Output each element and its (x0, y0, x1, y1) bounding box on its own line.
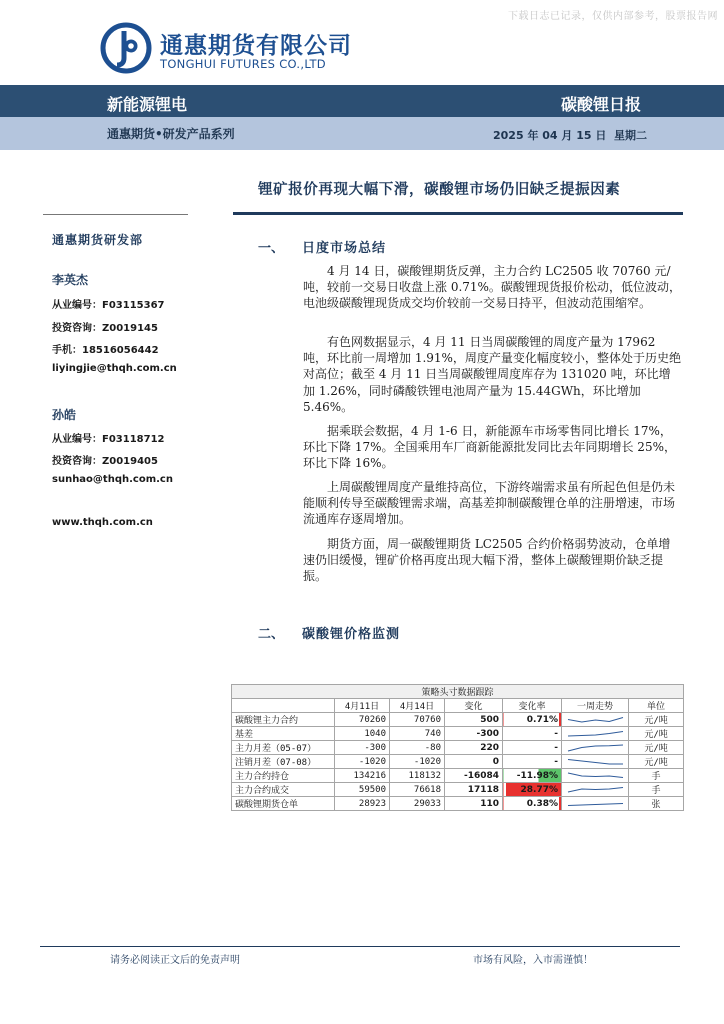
value-apr11: -1020 (335, 755, 390, 769)
research-dept: 通惠期货研发部 (52, 233, 144, 247)
row-label: 碳酸锂期货仓单 (232, 797, 335, 811)
section-title: 碳酸锂价格监测 (302, 627, 401, 642)
analyst-consult-id: 投资咨询：Z0019405 (52, 456, 158, 467)
change-rate: 28.77% (503, 783, 562, 797)
sparkline-chart (562, 728, 629, 740)
value-apr14: -1020 (390, 755, 445, 769)
unit-cell: 元/吨 (629, 713, 684, 727)
value-apr14: 70760 (390, 713, 445, 727)
table-row (232, 755, 684, 769)
analyst-license: 从业编号：F03118712 (52, 434, 165, 445)
analyst-email[interactable]: sunhao@thqh.com.cn (52, 474, 173, 485)
table-header-cell: 单位 (629, 699, 684, 713)
row-label: 注销月差（07-08） (232, 755, 335, 769)
sparkline-line (568, 787, 623, 792)
sparkline-chart (562, 784, 629, 796)
table-header-cell: 变化 (445, 699, 503, 713)
analyst-name: 孙皓 (52, 408, 77, 422)
table-row (232, 727, 684, 741)
value-apr14: 29033 (390, 797, 445, 811)
table-row (232, 797, 684, 811)
section-number: 二、 (258, 627, 285, 642)
sparkline-line (568, 717, 623, 722)
sparkline-line (568, 759, 623, 764)
unit-cell: 手 (629, 783, 684, 797)
table-header-cell: 4月14日 (390, 699, 445, 713)
change-value: 17118 (445, 783, 503, 797)
trend-sparkline (562, 783, 629, 797)
row-label: 主力月差（05-07） (232, 741, 335, 755)
value-apr14: 740 (390, 727, 445, 741)
disclaimer-note[interactable]: 请务必阅读正文后的免责声明 (110, 955, 240, 966)
analyst-phone: 手机：18516056442 (52, 345, 159, 356)
sparkline-chart (562, 714, 629, 726)
analyst-consult-id: 投资咨询：Z0019145 (52, 323, 158, 334)
body-paragraph: 据乘联会数据，4 月 1-6 日，新能源车市场零售同比增长 17%，环比下降 17%。全国乘用车厂商新能源批发同比去年同期增长 25%，环比下降 16%。 (303, 424, 676, 471)
change-value: 110 (445, 797, 503, 811)
trend-sparkline (562, 797, 629, 811)
sidebar-rule (43, 214, 188, 215)
value-apr11: -300 (335, 741, 390, 755)
analyst-name: 李英杰 (52, 273, 89, 287)
table-header-cell (232, 699, 335, 713)
trend-sparkline (562, 769, 629, 783)
change-value: 0 (445, 755, 503, 769)
row-label: 主力合约持仓 (232, 769, 335, 783)
trend-sparkline (562, 713, 629, 727)
report-headline: 锂矿报价再现大幅下滑，碳酸锂市场仍旧缺乏提振因素 (258, 182, 621, 198)
table-header-row (232, 699, 684, 713)
company-logo-icon (100, 22, 152, 74)
value-apr11: 28923 (335, 797, 390, 811)
change-value: -16084 (445, 769, 503, 783)
unit-cell: 元/吨 (629, 755, 684, 769)
value-apr11: 70260 (335, 713, 390, 727)
change-rate: - (503, 741, 562, 755)
report-series: 通惠期货•研发产品系列 (107, 127, 235, 141)
row-label: 碳酸锂主力合约 (232, 713, 335, 727)
change-rate: - (503, 727, 562, 741)
section-number: 一、 (258, 241, 285, 256)
row-label: 主力合约成交 (232, 783, 335, 797)
change-rate: -11.98% (503, 769, 562, 783)
change-value: 500 (445, 713, 503, 727)
trend-sparkline (562, 741, 629, 755)
value-apr14: -80 (390, 741, 445, 755)
trend-sparkline (562, 755, 629, 769)
change-rate: - (503, 755, 562, 769)
report-date: 2025 年 04 月 15 日 (493, 129, 607, 142)
sparkline-chart (562, 798, 629, 810)
value-apr11: 59500 (335, 783, 390, 797)
table-header-cell: 一周走势 (562, 699, 629, 713)
sparkline-chart (562, 756, 629, 768)
footer-rule (40, 946, 680, 947)
value-apr11: 134216 (335, 769, 390, 783)
sparkline-line (568, 773, 623, 778)
analyst-email[interactable]: liyingjie@thqh.com.cn (52, 363, 177, 374)
sparkline-line (568, 745, 623, 751)
table-row (232, 741, 684, 755)
watermark-text: 下载日志已记录，仅供内部参考，股票报告网 (508, 11, 718, 22)
table-header-cell: 变化率 (503, 699, 562, 713)
table-row (232, 713, 684, 727)
value-apr14: 118132 (390, 769, 445, 783)
sparkline-line (568, 803, 623, 805)
change-value: -300 (445, 727, 503, 741)
report-type: 碳酸锂日报 (561, 95, 642, 114)
company-name-en: TONGHUI FUTURES CO.,LTD (160, 57, 326, 71)
table-row (232, 769, 684, 783)
body-paragraph: 上周碳酸锂周度产量维持高位，下游终端需求虽有所起色但是仍未能顺利传导至碳酸锂需求端，高基差抑制碳酸锂仓单的注册增速，市场流通库存逐周增加。 (303, 480, 676, 527)
risk-warning: 市场有风险，入市需谨慎！ (473, 955, 593, 966)
sparkline-line (568, 731, 623, 736)
table-header-cell: 4月11日 (335, 699, 390, 713)
headline-rule (233, 212, 683, 215)
trend-sparkline (562, 727, 629, 741)
body-paragraph: 期货方面，周一碳酸锂期货 LC2505 合约价格弱势波动，仓单增速仍旧缓慢，锂矿价格再度出现大幅下滑，整体上碳酸锂期价缺乏提振。 (303, 537, 671, 584)
change-value: 220 (445, 741, 503, 755)
sparkline-chart (562, 770, 629, 782)
table-title: 策略头寸数据跟踪 (232, 685, 684, 699)
unit-cell: 张 (629, 797, 684, 811)
analyst-license: 从业编号：F03115367 (52, 300, 165, 311)
sparkline-chart (562, 742, 629, 754)
website-link[interactable]: www.thqh.com.cn (52, 517, 153, 528)
change-rate: 0.71% (503, 713, 562, 727)
change-rate: 0.38% (503, 797, 562, 811)
strategy-data-table (231, 684, 684, 811)
unit-cell: 手 (629, 769, 684, 783)
report-weekday: 星期二 (614, 129, 647, 142)
unit-cell: 元/吨 (629, 741, 684, 755)
value-apr11: 1040 (335, 727, 390, 741)
body-paragraph: 有色网数据显示，4 月 11 日当周碳酸锂的周度产量为 17962 吨，环比前一周增加 1.91%，周度产量变化幅度较小，整体处于历史绝对高位；截至 4 月 11 日当周碳酸锂周度库存为 131020 吨，环比增加 1.26%，同时磷酸铁锂电池周产量为 15.44GWh，环比增加 5.46%。 (303, 335, 681, 414)
report-category: 新能源锂电 (107, 95, 188, 114)
table-row (232, 783, 684, 797)
body-paragraph: 4 月 14 日，碳酸锂期货反弹，主力合约 LC2505 收 70760 元/吨，较前一交易日收盘上涨 0.71%。碳酸锂现货报价松动，低位波动，电池级碳酸锂现货成交均价较前一交易日持平，但波动范围缩窄。 (303, 264, 681, 311)
company-name-cn: 通惠期货有限公司 (160, 33, 352, 59)
unit-cell: 元/吨 (629, 727, 684, 741)
section-title: 日度市场总结 (302, 241, 387, 256)
row-label: 基差 (232, 727, 335, 741)
value-apr14: 76618 (390, 783, 445, 797)
